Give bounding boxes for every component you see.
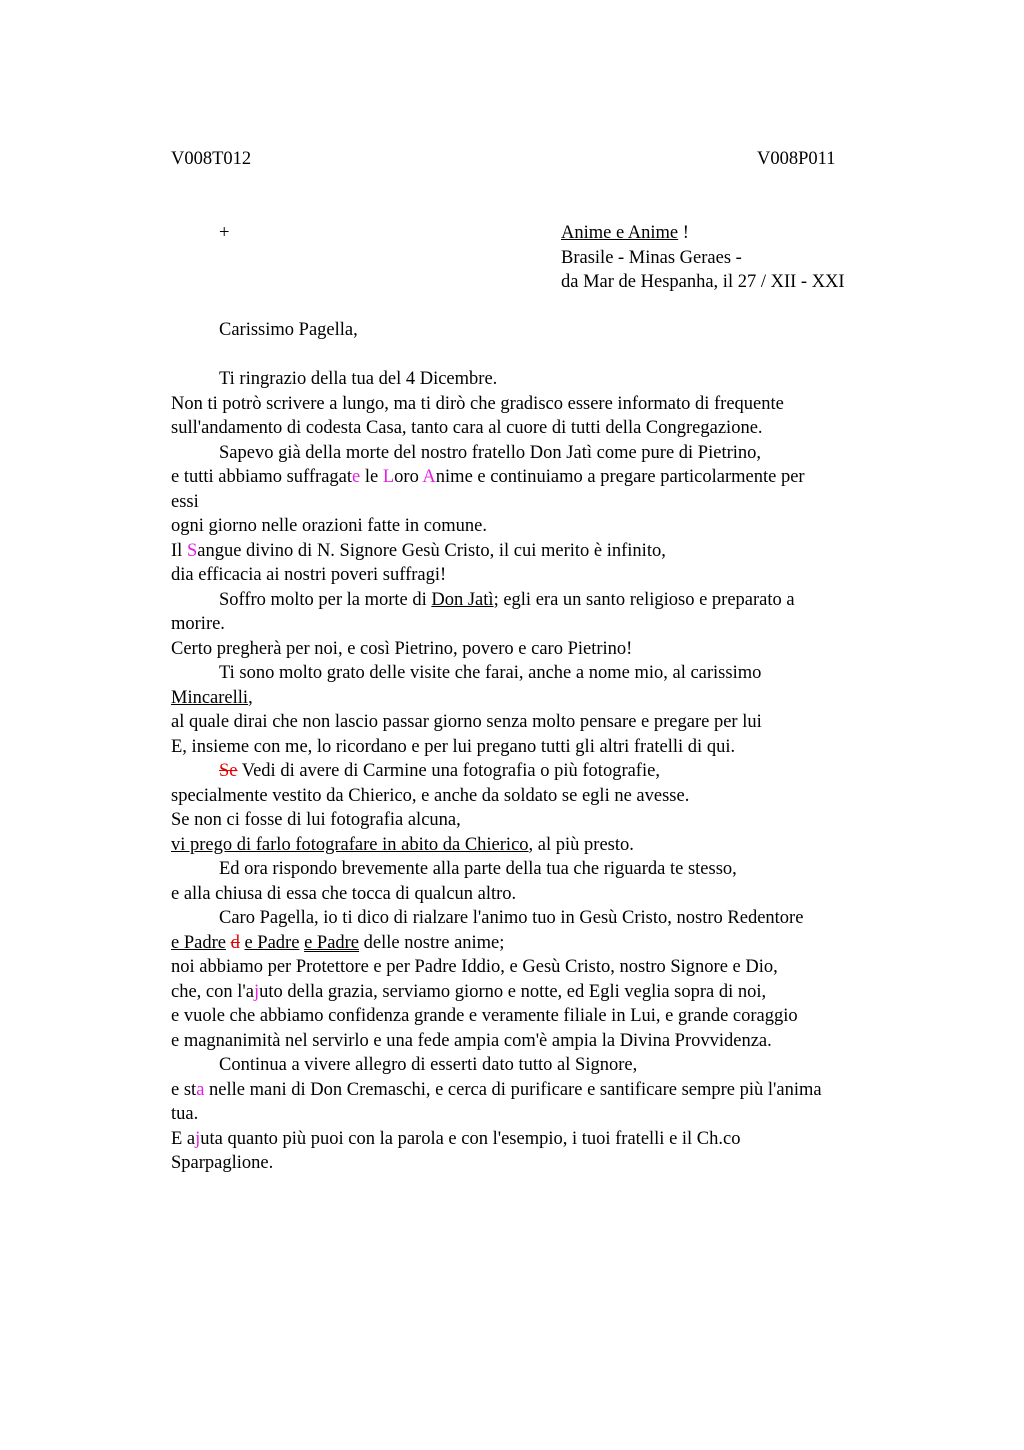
text-segment: Soffro molto per la morte di bbox=[219, 589, 432, 610]
body-line bbox=[171, 539, 911, 564]
body-line: Non ti potrò scrivere a lungo, ma ti dirò che gradisco essere informato di frequente bbox=[171, 393, 784, 414]
body-line bbox=[171, 588, 911, 613]
body-line: Certo pregherà per noi, e così Pietrino, povero e caro Pietrino! bbox=[171, 638, 633, 659]
dateline-title-row bbox=[561, 221, 845, 246]
dateline-place: Brasile - Minas Geraes - bbox=[561, 247, 742, 268]
body-line bbox=[171, 980, 911, 1005]
body-line: Ti sono molto grato delle visite che farai, anche a nome mio, al carissimo bbox=[219, 663, 762, 683]
body-line bbox=[171, 1078, 911, 1103]
text-segment: Vedi di avere di Carmine una fotografia o più fotografie, bbox=[237, 761, 660, 781]
body-line bbox=[171, 759, 911, 784]
body-line: Sapevo già della morte del nostro fratello Don Jatì come pure di Pietrino, bbox=[219, 442, 762, 463]
double-underlined-phrase: e Padre bbox=[304, 932, 360, 953]
cross-symbol: + bbox=[219, 223, 230, 243]
salutation: Carissimo Pagella, bbox=[219, 320, 358, 340]
text-segment: e tutti abbiamo suffragat bbox=[171, 467, 353, 487]
dateline-block bbox=[561, 221, 845, 295]
dateline-title: Anime e Anime bbox=[561, 223, 679, 243]
underlined-phrase: vi prego di farlo fotografare in abito da Chierico bbox=[171, 834, 529, 855]
deleted-text: d bbox=[230, 932, 240, 953]
body-line: essi bbox=[171, 491, 199, 512]
text-segment: e st bbox=[171, 1079, 197, 1100]
correction-insert: e bbox=[352, 467, 361, 487]
body-line: Caro Pagella, io ti dico di rialzare l'animo tuo in Gesù Cristo, nostro Redentore bbox=[219, 908, 804, 928]
body-line: tua. bbox=[171, 1104, 199, 1124]
text-segment: E a bbox=[171, 1128, 196, 1149]
underlined-phrase: e Padre bbox=[244, 932, 300, 953]
body-line: Continua a vivere allegro di esserti dato tutto al Signore, bbox=[219, 1055, 638, 1075]
body-line bbox=[171, 686, 911, 711]
text-segment: nime e continuiamo a pregare particolarmente per bbox=[435, 467, 805, 487]
correction-insert: A bbox=[422, 467, 436, 487]
correction-insert: S bbox=[186, 540, 198, 561]
body-line: Ed ora rispondo brevemente alla parte della tua che riguarda te stesso, bbox=[219, 859, 737, 879]
body-line bbox=[171, 465, 911, 490]
text-segment: nelle mani di Don Cremaschi, e cerca di purificare e santificare sempre più l'anima bbox=[204, 1079, 822, 1100]
underlined-phrase: e Padre bbox=[171, 932, 226, 953]
underlined-name: Mincarelli bbox=[171, 687, 249, 708]
text-segment: , bbox=[248, 687, 253, 708]
body-line: sull'andamento di codesta Casa, tanto cara al cuore di tutti della Congregazione. bbox=[171, 418, 763, 438]
correction-insert: j bbox=[253, 981, 260, 1002]
text-segment: delle nostre anime; bbox=[359, 932, 505, 953]
document-id-left: V008T012 bbox=[171, 149, 252, 169]
text-segment: uta quanto più puoi con la parola e con l'esempio, i tuoi fratelli e il Ch.co bbox=[200, 1128, 741, 1149]
body-line bbox=[171, 1127, 911, 1152]
body-line: Sparpaglione. bbox=[171, 1153, 274, 1173]
text-segment: ; egli era un santo religioso e preparato a bbox=[493, 589, 795, 610]
body-line: e vuole che abbiamo confidenza grande e veramente filiale in Lui, e grande coraggio bbox=[171, 1006, 798, 1026]
body-line: dia efficacia ai nostri poveri suffragi! bbox=[171, 565, 447, 585]
text-segment: oro bbox=[394, 467, 423, 487]
document-id-right: V008P011 bbox=[757, 149, 836, 169]
body-line: al quale dirai che non lascio passar giorno senza molto pensare e pregare per lui bbox=[171, 712, 762, 732]
body-line: noi abbiamo per Protettore e per Padre Iddio, e Gesù Cristo, nostro Signore e Dio, bbox=[171, 957, 778, 977]
body-line: Se non ci fosse di lui fotografia alcuna, bbox=[171, 810, 461, 830]
body-line: morire. bbox=[171, 614, 225, 634]
dateline-date: da Mar de Hespanha, il 27 / XII - XXI bbox=[561, 272, 845, 292]
body-line bbox=[171, 833, 911, 858]
body-line: ogni giorno nelle orazioni fatte in comune. bbox=[171, 516, 487, 536]
text-segment: , al più presto. bbox=[528, 834, 634, 855]
deleted-text: Se bbox=[219, 761, 238, 781]
letter-body bbox=[171, 367, 911, 1176]
correction-insert: L bbox=[382, 467, 395, 487]
text-segment: Il bbox=[171, 540, 187, 561]
text-segment: uto della grazia, serviamo giorno e notte, ed Egli veglia sopra di noi, bbox=[259, 981, 767, 1002]
underlined-name: Don Jatì bbox=[431, 589, 494, 610]
correction-insert: j bbox=[195, 1128, 201, 1149]
body-line: specialmente vestito da Chierico, e anche da soldato se egli ne avesse. bbox=[171, 785, 690, 806]
body-line bbox=[171, 931, 911, 956]
correction-insert: a bbox=[196, 1079, 205, 1100]
body-line: e alla chiusa di essa che tocca di qualcun altro. bbox=[171, 883, 517, 904]
body-line: E, insieme con me, lo ricordano e per lui pregano tutti gli altri fratelli di qui. bbox=[171, 736, 736, 757]
body-line: e magnanimità nel servirlo e una fede ampia com'è ampia la Divina Provvidenza. bbox=[171, 1030, 772, 1051]
text-segment: che, con l'a bbox=[171, 981, 254, 1002]
dateline-title-suffix: ! bbox=[678, 223, 689, 243]
text-segment: angue divino di N. Signore Gesù Cristo, il cui merito è infinito, bbox=[197, 540, 666, 561]
text-segment: le bbox=[360, 467, 383, 487]
body-line: Ti ringrazio della tua del 4 Dicembre. bbox=[219, 369, 498, 389]
